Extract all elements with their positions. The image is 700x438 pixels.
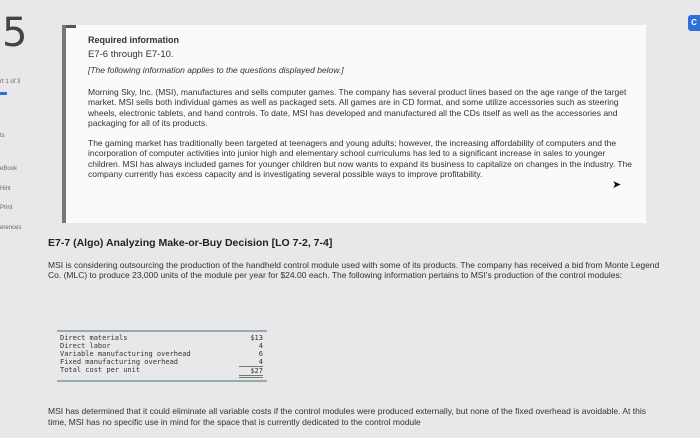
part-progress-bar [0,92,7,95]
cost-row: Variable manufacturing overhead 6 [60,350,263,358]
cost-row: Fixed manufacturing overhead 4 [60,358,263,366]
panel-top-mark [66,25,76,28]
nav-link-ebook[interactable]: eBook [0,166,18,172]
question-heading: E7-7 (Algo) Analyzing Make-or-Buy Decision [LO 7-2, 7-4] [48,237,333,249]
nav-link-ts[interactable]: ts [0,133,5,139]
final-paragraph: MSI has determined that it could eliminate all variable costs if the control modules were produced externally, but none of the fixed overhead is avoidable. At this time, MSI has no specific use in mind for the space that is currently dedicated to the control module [48,406,647,427]
cost-row: Direct labor 4 [60,342,263,350]
cost-row: Direct materials $13 [60,334,263,342]
nav-link-references[interactable]: erences [0,225,22,231]
question-body [48,238,660,281]
cost-total-row: Total cost per unit $27 [57,366,267,378]
required-heading: Required information [88,35,180,45]
required-information-panel [62,25,646,223]
part-indicator: rt 1 of 3 [0,79,21,85]
info-paragraph-2: The gaming market has traditionally been targeted at teenagers and young adults; however, the increasing affordability of computers and the incorporation of computer activities into junior high and elementary school curriculums has led to a significant increase in sales to younger children. MSI has always included games for younger children but now wants to expand its business to capitalize on changes in the industry. The company currently has excess capacity and is investigating several possible ways to improve profitability. [88,137,632,179]
nav-link-hint[interactable]: Hint [0,186,11,192]
nav-link-print[interactable]: Print [0,205,13,211]
mouse-cursor-icon: ➤ [612,179,622,191]
question-intro: MSI is considering outsourcing the production of the handheld control module used with some of its products. The company has received a bid from Monte Legend Co. (MLC) to produce 23,000 units of the module per year for $24.00 each. The following information pertains to MSI's production of the control modules: [48,259,660,280]
question-number: 5 [2,10,28,56]
top-right-tab[interactable]: C [688,15,700,31]
info-paragraph-1: Morning Sky, Inc. (MSI), manufactures and sells computer games. The company has several product lines based on the age range of the target market. MSI sells both individual games as well as packaged sets. All games are in CD format, and some utilize accessories such as steering wheels, electronic tablets, and hand controls. To date, MSI has developed and manufactured all the CDs itself as well as the accessories and packaging for all of its products. [88,86,627,128]
exercise-range: E7-6 through E7-10. [88,48,174,60]
applies-note: [The following information applies to the questions displayed below.] [88,65,344,75]
cost-table [57,330,267,382]
